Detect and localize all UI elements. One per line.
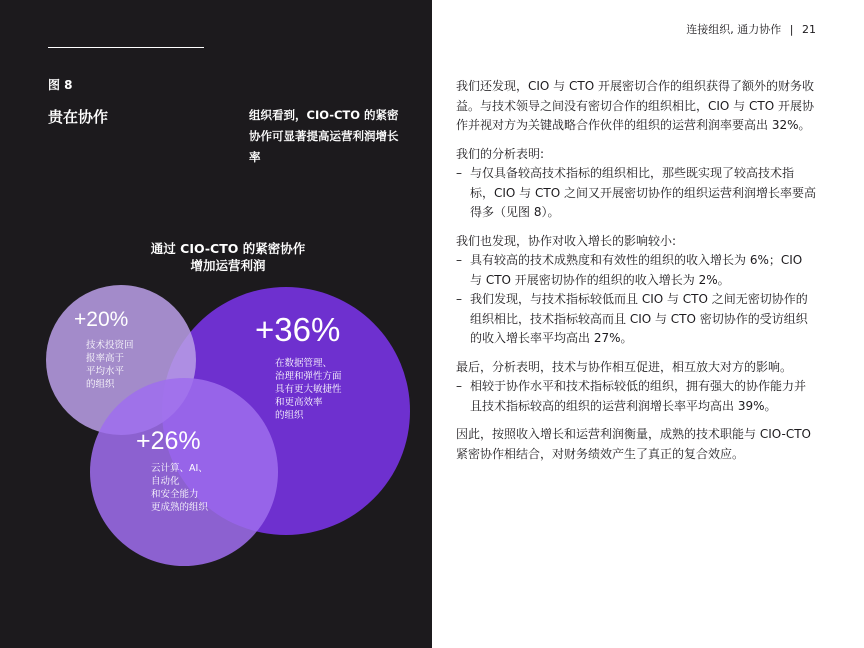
paragraph-4: 最后，分析表明，技术与协作相互促进，相互放大对方的影响。 [456, 359, 793, 374]
bullet-item: – 我们发现，与技术指标较低而且 CIO 与 CTO 之间无密切协作的组织相比，技术指标较高而且 CIO 与 CTO 密切协作的受访组织的收入增长率平均高出 27%。 [456, 290, 816, 349]
bubble-36-value: +36% [255, 311, 341, 348]
page-number: 21 [802, 23, 816, 36]
paragraph-3-block [456, 232, 816, 349]
paragraph-2-block [456, 145, 816, 223]
figure-note: 组织看到，CIO-CTO 的紧密协作可显著提高运营利润增长率 [249, 108, 399, 164]
body-text [456, 77, 816, 473]
text-panel [432, 0, 864, 648]
top-rule [48, 47, 204, 48]
figure-label: 图 8 [48, 78, 73, 92]
bullet-item: – 具有较高的技术成熟度和有效性的组织的收入增长为 6%；CIO 与 CTO 开展密切协作的组织的收入增长为 2%。 [456, 251, 816, 290]
running-header [686, 21, 816, 37]
figure-title: 贵在协作 [48, 108, 109, 126]
section-title: 连接组织, 通力协作 [686, 23, 782, 36]
bullet-item: – 相较于协作水平和技术指标较低的组织，拥有强大的协作能力并且技术指标较高的组织的运营利润增长率平均高出 39%。 [456, 377, 816, 416]
paragraph-2: 我们的分析表明: [456, 146, 545, 161]
bullet-item: – 与仅具备较高技术指标的组织相比，那些既实现了较高技术指标，CIO 与 CTO 之间又开展密切协作的组织运营利润增长率要高得多（见图 8）。 [456, 164, 816, 223]
bubble-20-desc: 技术投资回 报率高于 平均水平 的组织 [86, 340, 134, 390]
bubble-26-desc: 云计算、AI、 自动化 和安全能力 更成熟的组织 [151, 463, 209, 513]
header-separator: | [789, 23, 794, 36]
bubble-20-value: +20% [74, 308, 129, 331]
paragraph-5: 因此，按照收入增长和运营利润衡量，成熟的技术职能与 CIO-CTO 紧密协作相结合，对财务绩效产生了真正的复合效应。 [456, 427, 811, 461]
bubble-26-value: +26% [136, 427, 201, 455]
chart-heading-line1: 通过 CIO-CTO 的紧密协作 [150, 241, 306, 256]
paragraph-1: 我们还发现，CIO 与 CTO 开展密切合作的组织获得了额外的财务收益。与技术领导之间没有密切合作的组织相比，CIO 与 CTO 开展协作并视对方为关键战略合作伙伴的组织的运营利润率要高出 32%。 [456, 79, 814, 132]
paragraph-3: 我们也发现，协作对收入增长的影响较小: [456, 233, 677, 248]
bubble-36-desc: 在数据管理、 治理和弹性方面 具有更大敏捷性 和更高效率 的组织 [275, 358, 342, 421]
paragraph-4-block [456, 358, 816, 417]
chart-heading [128, 240, 328, 274]
chart-heading-line2: 增加运营利润 [190, 258, 266, 273]
